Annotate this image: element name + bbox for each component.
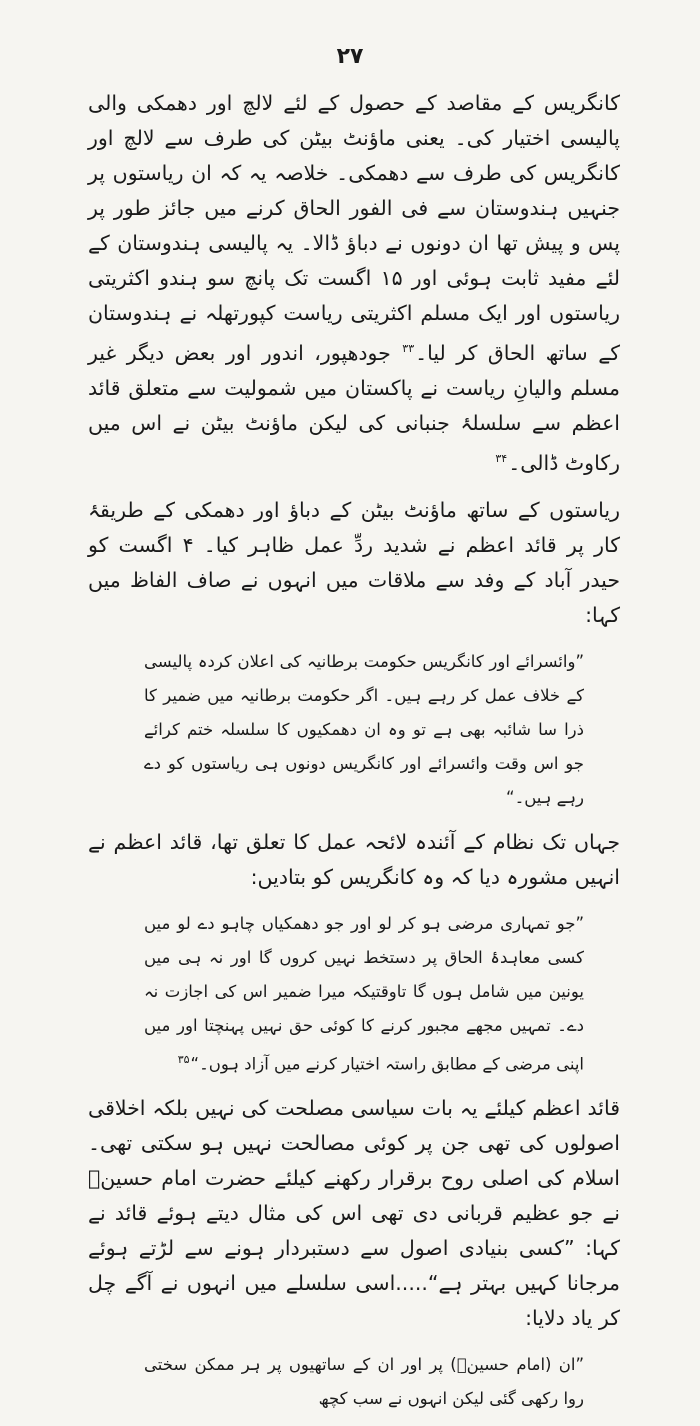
footnote-marker: ۳۴ xyxy=(495,451,508,465)
page-body xyxy=(88,86,620,1426)
block-quote-2-text: ”جو تمہاری مرضی ہو کر لو اور جو دھمکیاں چاہو دے لو میں کسی معاہدۂ الحاق پر دستخط نہیں کروں گا اور نہ ہی میں یونین میں شامل ہوں گا تاوقتیکہ میرا ضمیر اس کی اجازت نہ دے۔ تمہیں مجھے مجبور کرنے کا کوئی حق نہیں پہنچتا اور میں اپنی مرضی کے مطابق راستہ اختیار کرنے میں آزاد ہوں۔“ xyxy=(144,913,584,1074)
footnote-marker: ۳۵ xyxy=(177,1052,190,1066)
paragraph-3: جہاں تک نظام کے آئندہ لائحہ عمل کا تعلق تھا، قائد اعظم نے انہیں مشورہ دیا کہ وہ کانگریس کو بتادیں: xyxy=(88,829,620,889)
paragraph-1 xyxy=(88,86,620,481)
block-quote-2 xyxy=(144,907,584,1082)
block-quote-3: ”ان (امام حسینؓ) پر اور ان کے ساتھیوں پر ہر ممکن سختی روا رکھی گئی لیکن انہوں نے سب کچھ xyxy=(144,1355,584,1409)
paragraph-2: ریاستوں کے ساتھ ماؤنٹ بیٹن کے دباؤ اور دھمکی کے طریقۂ کار پر قائد اعظم نے شدید ردِّ عمل ظاہر کیا۔ ۴ اگست کو حیدر آباد کے وفد سے ملاقات میں انہوں نے صاف الفاظ میں کہا: xyxy=(88,497,620,627)
block-quote-1: ”وائسرائے اور کانگریس حکومت برطانیہ کی اعلان کردہ پالیسی کے خلاف عمل کر رہے ہیں۔ اگر حکومت برطانیہ میں ضمیر کا ذرا سا شائبہ بھی ہے تو وہ ان دھمکیوں کا سلسلہ ختم کرائے جو اس وقت وائسرائے اور کانگریس دونوں ہی ریاستوں کو دے رہے ہیں۔“ xyxy=(144,651,584,807)
paragraph-4: قائد اعظم کیلئے یہ بات سیاسی مصلحت کی نہیں بلکہ اخلاقی اصولوں کی تھی جن پر کوئی مصالحت نہیں ہو سکتی تھی۔ اسلام کی اصلی روح برقرار رکھنے کیلئے حضرت امام حسینؓ نے جو عظیم قربانی دی تھی اس کی مثال دیتے ہوئے قائد نے کہا: ”کسی بنیادی اصول سے دستبردار ہونے سے لڑتے ہوئے مرجانا کہیں بہتر ہے“.....اسی سلسلے میں انہوں نے آگے چل کر یاد دلایا: xyxy=(88,1096,620,1331)
page-number: ۲۷ xyxy=(336,44,364,69)
paragraph-1-text-cont: جودھپور، اندور اور بعض دیگر غیر مسلم والیانِ ریاست نے پاکستان میں شمولیت سے متعلق قائد اعظم سے سلسلۂ جنبانی کی لیکن ماؤنٹ بیٹن نے اس میں رکاوٹ ڈالی۔ xyxy=(88,340,620,475)
paragraph-1-text: کانگریس کے مقاصد کے حصول کے لئے لالچ اور دھمکی والی پالیسی اختیار کی۔ یعنی ماؤنٹ بیٹن کی طرف سے لالچ اور کانگریس کی طرف سے دھمکی۔ خلاصہ یہ کہ ان ریاستوں پر جنہیں ہندوستان سے فی الفور الحاق کرنے میں جائز طور پر پس و پیش تھا ان دونوں نے دباؤ ڈالا۔ یہ پالیسی ہندوستان کے لئے مفید ثابت ہوئی اور ۱۵ اگست تک پانچ سو ہندو اکثریتی ریاستوں اور ایک مسلم اکثریتی ریاست کپورتھلہ نے ہندوستان کے ساتھ الحاق کر لیا۔ xyxy=(88,91,620,365)
footnote-marker: ۳۳ xyxy=(402,342,415,355)
